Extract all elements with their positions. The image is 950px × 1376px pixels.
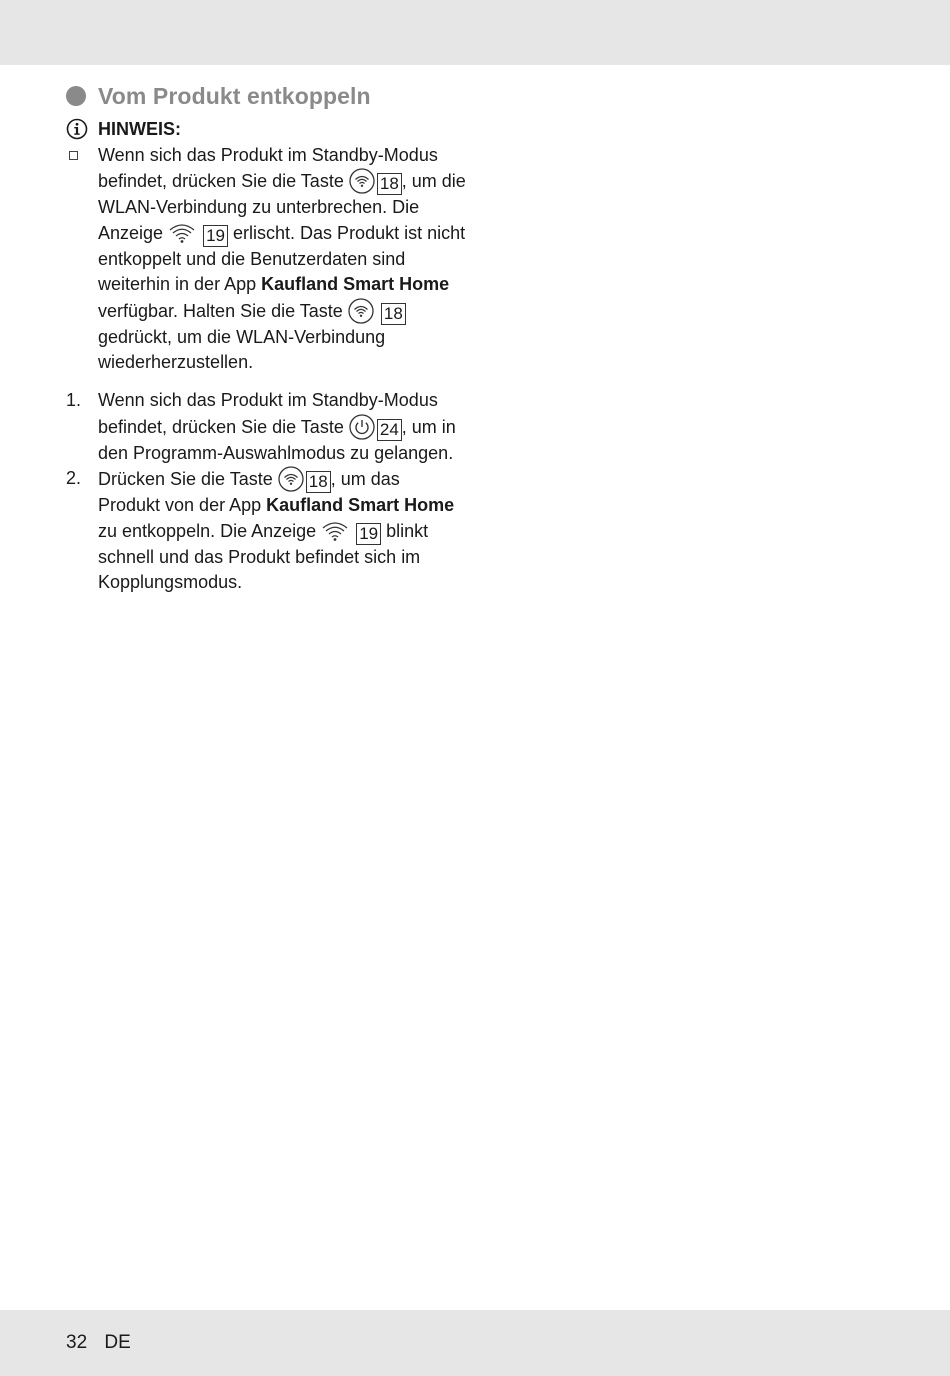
section-heading — [66, 80, 466, 112]
wifi-indicator-icon — [168, 222, 196, 244]
step-text: zu entkoppeln. Die Anzeige — [98, 520, 317, 541]
wifi-button-icon — [278, 466, 304, 492]
info-icon — [66, 118, 88, 140]
ref-number: 19 — [203, 225, 228, 247]
step-number: 1. — [66, 390, 82, 411]
step-text: , um das Produkt von der App — [98, 469, 400, 516]
step-number: 2. — [66, 468, 82, 489]
ref-number: 18 — [377, 173, 402, 195]
page-number: 32 — [66, 1332, 88, 1353]
ref-number: 18 — [306, 471, 331, 493]
page-footer — [66, 1332, 143, 1354]
steps-list — [66, 388, 466, 595]
wifi-button-icon — [348, 298, 374, 324]
note-text-5: gedrückt, um die WLAN-Verbindung wiederherzustellen. — [98, 326, 386, 373]
hint-heading — [66, 116, 466, 142]
app-name: Kaufland Smart Home — [266, 495, 455, 516]
wifi-indicator-icon — [321, 520, 349, 542]
app-name: Kaufland Smart Home — [261, 274, 450, 295]
step-text: Drücken Sie die Taste — [98, 469, 273, 490]
ref-number: 24 — [377, 419, 402, 441]
note-text-2: , um die WLAN-Verbindung zu unterbrechen. Die Anzeige — [98, 171, 466, 243]
note-text-3: erlischt. Das Produkt ist nicht entkoppelt und die Benutzerdaten sind weiterhin in der App — [98, 222, 466, 295]
power-button-icon — [349, 414, 375, 440]
note-text-1: Wenn sich das Produkt im Standby-Modus befindet, drücken Sie die Taste — [98, 145, 438, 192]
step-text: blinkt schnell und das Produkt befindet sich im Kopplungsmodus. — [98, 520, 429, 593]
wifi-button-icon — [349, 168, 375, 194]
list-item — [66, 388, 466, 466]
page-content — [66, 80, 466, 595]
note-text-4: verfügbar. Halten Sie die Taste — [98, 300, 343, 321]
list-item — [66, 466, 466, 595]
step-text: , um in den Programm-Auswahlmodus zu gelangen. — [98, 416, 456, 463]
header-band — [0, 0, 950, 65]
section-title: Vom Produkt entkoppeln — [98, 82, 371, 109]
step-text: Wenn sich das Produkt im Standby-Modus befindet, drücken Sie die Taste — [98, 390, 438, 437]
checkbox-bullet-icon — [69, 151, 78, 160]
ref-number: 18 — [381, 303, 406, 325]
hint-title: HINWEIS: — [98, 118, 181, 139]
language-code: DE — [104, 1332, 131, 1353]
bullet-dot-icon — [66, 86, 86, 106]
ref-number: 19 — [356, 523, 381, 545]
hint-note — [66, 143, 466, 375]
